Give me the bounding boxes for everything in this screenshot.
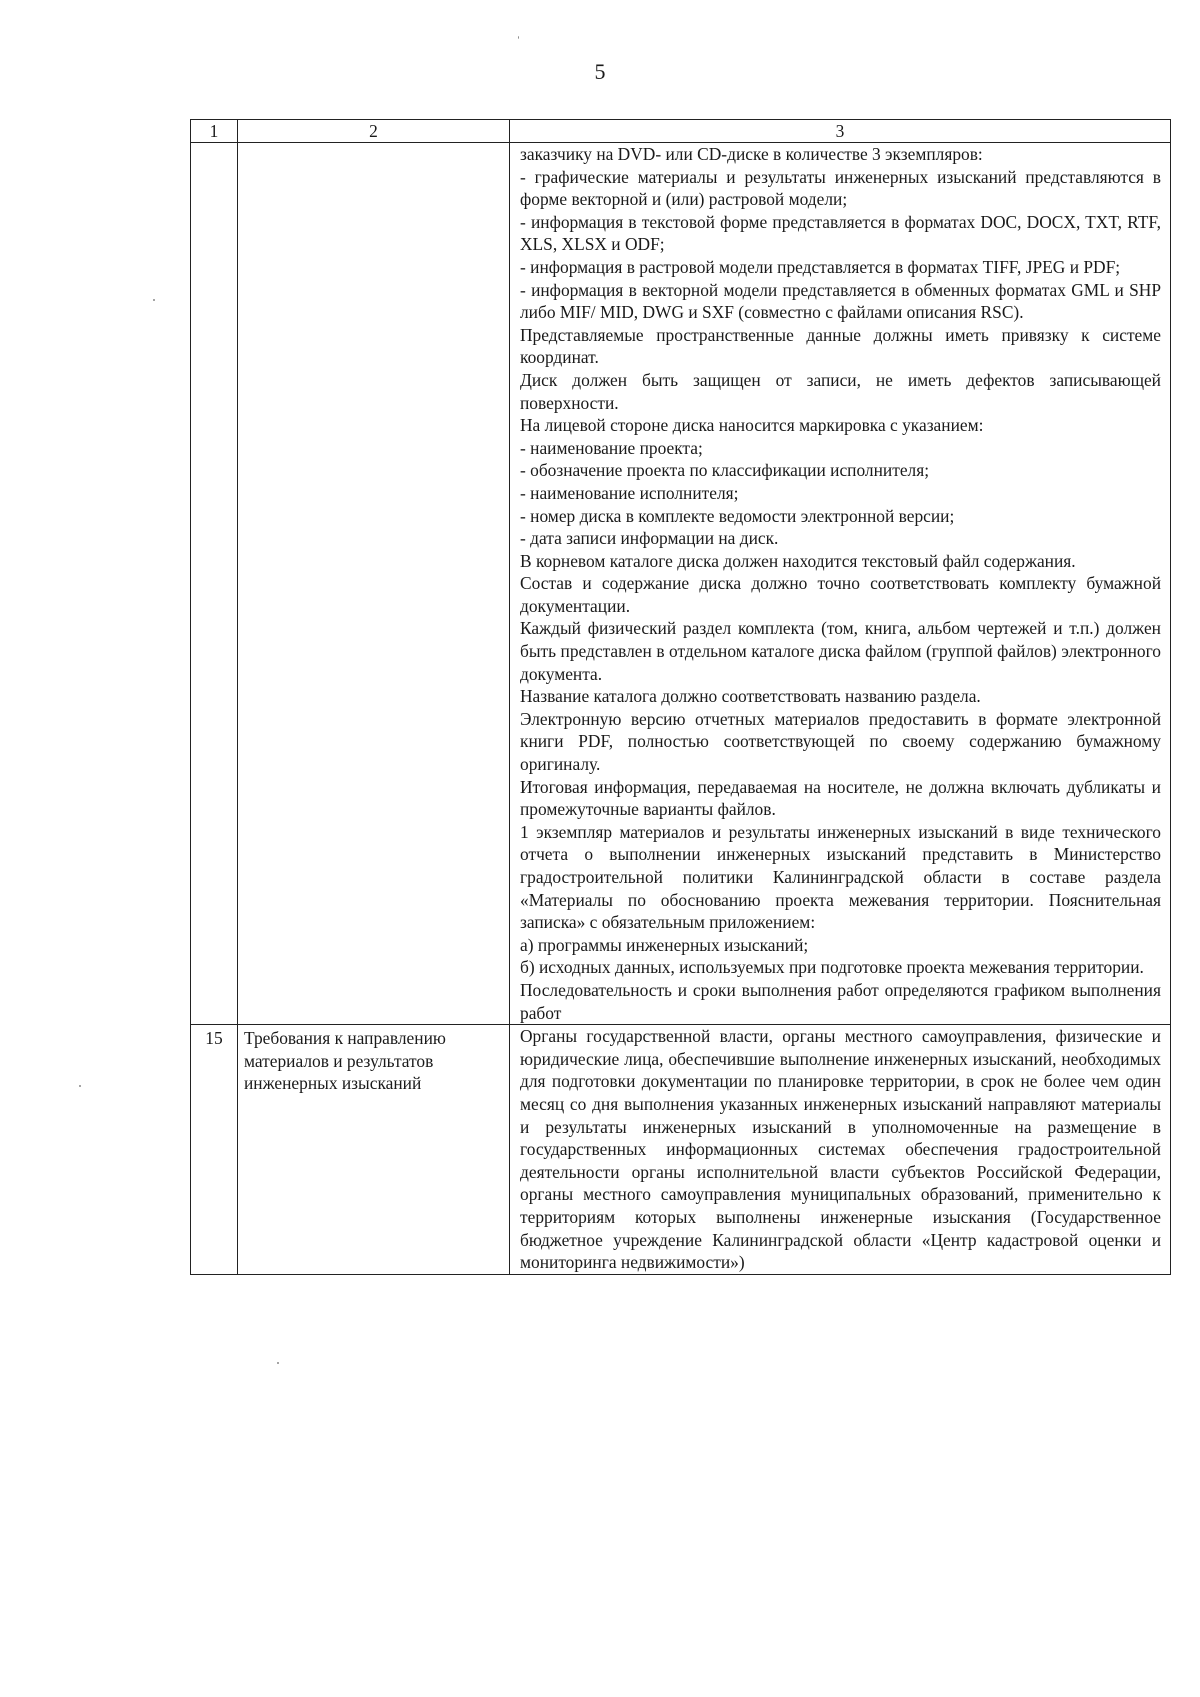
paragraph: Электронную версию отчетных материалов предоставить в формате электронной книги PDF, полностью соответствующей по своему содержанию бумажному оригиналу. [520, 708, 1161, 775]
column-header-1: 1 [191, 120, 238, 143]
paragraph: Представляемые пространственные данные должны иметь привязку к системе координат. [520, 324, 1161, 368]
paragraph: - информация в растровой модели представляется в форматах TIFF, JPEG и PDF; [520, 256, 1121, 277]
requirement-name [238, 143, 510, 1025]
requirements-table [190, 119, 1171, 1275]
paragraph: - дата записи информации на диск. [520, 528, 779, 549]
paragraph: - информация в векторной модели представляется в обменных форматах GML и SHP либо MIF/ MID, DWG и SXF (совместно с файлами описания RSC). [520, 279, 1161, 323]
paragraph: Диск должен быть защищен от записи, не иметь дефектов записывающей поверхности. [520, 369, 1161, 413]
row-number: 15 [191, 1025, 238, 1275]
paragraph: Каждый физический раздел комплекта (том, книга, альбом чертежей и т.п.) должен быть представлен в отдельном каталоге диска файлом (группой файлов) электронного документа. [520, 618, 1161, 684]
requirement-text [510, 1025, 1171, 1275]
row-number [191, 143, 238, 1025]
requirement-text [510, 143, 1171, 1025]
paragraph: Название каталога должно соответствовать названию раздела. [520, 686, 981, 707]
paragraph: 1 экземпляр материалов и результаты инженерных изысканий в виде технического отчета о выполнении инженерных изысканий представить в Министерство градостроительной политики Калининградской области в составе раздела «Материалы по обоснованию проекта межевания территории. Пояснительная записка» с обязательным приложением: [520, 821, 1161, 933]
paragraph: - графические материалы и результаты инженерных изысканий представляются в форме векторной и (или) растровой модели; [520, 166, 1161, 210]
paragraph: - обозначение проекта по классификации исполнителя; [520, 460, 930, 481]
table-row [191, 143, 1171, 1025]
paragraph: - номер диска в комплекте ведомости электронной версии; [520, 505, 955, 526]
scan-speck [79, 1085, 81, 1087]
requirement-name: Требования к направлению материалов и результатов инженерных изысканий [238, 1025, 510, 1275]
column-header-2: 2 [238, 120, 510, 143]
paragraph: заказчику на DVD- или CD-диске в количестве 3 экземпляров: [520, 144, 983, 164]
scan-speck [153, 299, 155, 301]
paragraph: а) программы инженерных изысканий; [520, 934, 809, 955]
paragraph: - информация в текстовой форме представляется в форматах DOC, DOCX, TXT, RTF, XLS, XLSX и ODF; [520, 211, 1161, 255]
table-row [191, 1025, 1171, 1275]
column-header-3: 3 [510, 120, 1171, 143]
paragraph: - наименование проекта; [520, 437, 703, 458]
paragraph: Последовательность и сроки выполнения работ определяются графиком выполнения работ [520, 979, 1161, 1023]
paragraph: Органы государственной власти, органы местного самоуправления, физические и юридические лица, обеспечившие выполнение инженерных изысканий, необходимых для подготовки документации по планировке территории, в срок не более чем один месяц со дня выполнения указанных инженерных изысканий направляют материалы и результаты инженерных изысканий в уполномоченные на размещение в государственных информационных системах обеспечения градостроительной деятельности органы исполнительной власти субъектов Российской Федерации, органы местного самоуправления муниципальных образований, применительно к территориям которых выполнены инженерные изыскания (Государственное бюджетное учреждение Калининградской области «Центр кадастровой оценки и мониторинга недвижимости») [520, 1026, 1161, 1273]
paragraph: Состав и содержание диска должно точно соответствовать комплекту бумажной документации. [520, 573, 1161, 616]
paragraph: В корневом каталоге диска должен находится текстовый файл содержания. [520, 550, 1076, 571]
paragraph: Итоговая информация, передаваемая на носителе, не должна включать дубликаты и промежуточные варианты файлов. [520, 776, 1161, 820]
paragraph: На лицевой стороне диска наносится маркировка с указанием: [520, 415, 984, 436]
paragraph: - наименование исполнителя; [520, 482, 739, 503]
scan-speck [518, 36, 519, 39]
page-number: 5 [594, 59, 606, 84]
scan-speck [277, 1362, 279, 1364]
paragraph: б) исходных данных, используемых при подготовке проекта межевания территории. [520, 957, 1144, 978]
table-header-row [191, 120, 1171, 143]
